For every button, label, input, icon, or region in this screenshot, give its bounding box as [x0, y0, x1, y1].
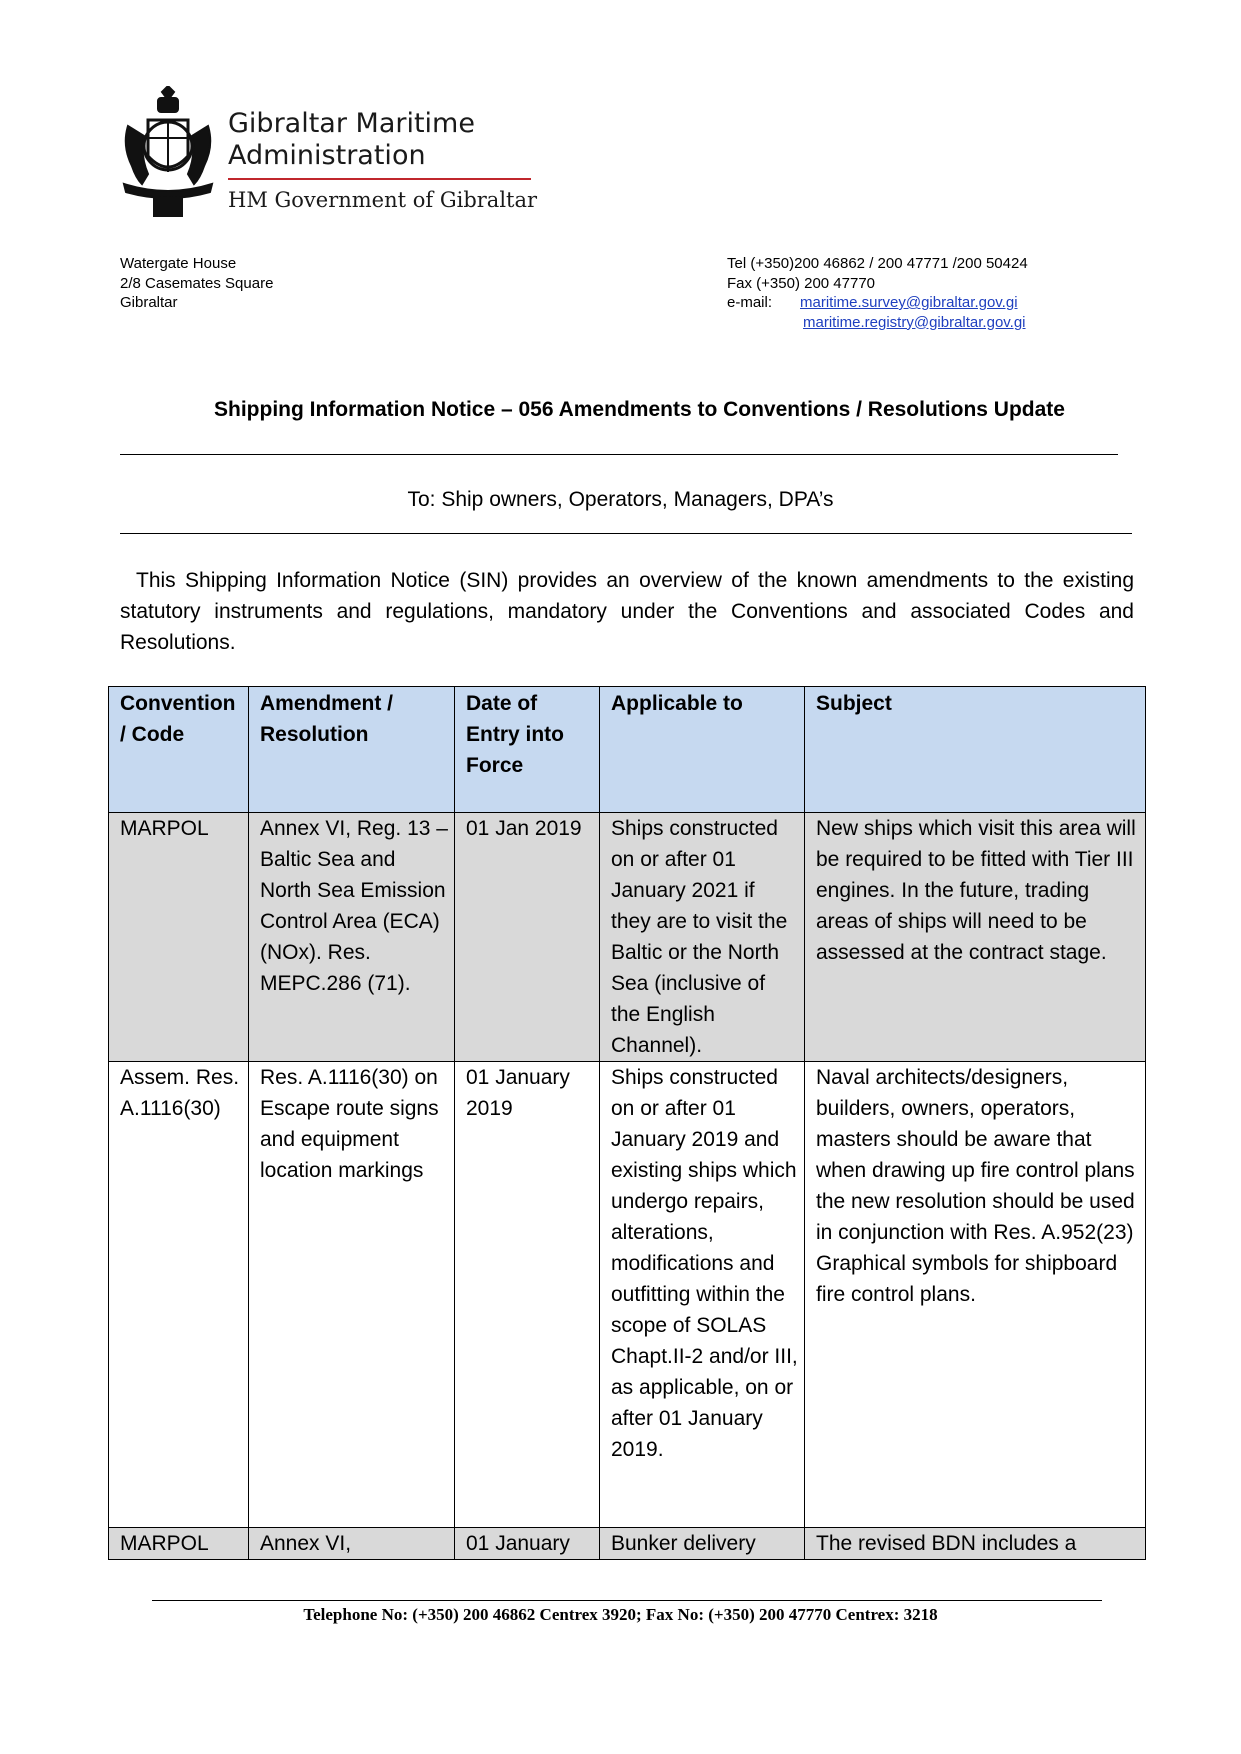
gma-logo [118, 86, 538, 220]
header-date: Date of Entry into Force [455, 687, 600, 813]
cell-date: 01 January 2019 [455, 1062, 600, 1528]
email-row-2 [727, 313, 1028, 333]
cell-date: 01 Jan 2019 [455, 813, 600, 1062]
header-applicable: Applicable to [600, 687, 805, 813]
footer-contact: Telephone No: (+350) 200 46862 Centrex 3920; Fax No: (+350) 200 47770 Centrex: 3218 [303, 1605, 938, 1624]
intro-paragraph: This Shipping Information Notice (SIN) provides an overview of the known amendments to the existing statutory instruments and regulations, mandatory under the Conventions and associated Codes and Resolutions. [120, 569, 1134, 654]
cell-amendment: Res. A.1116(30) on Escape route signs and equipment location markings [249, 1062, 455, 1528]
recipients-line: To: Ship owners, Operators, Managers, DPA’s [407, 488, 834, 511]
org-government-line: HM Government of Gibraltar [228, 188, 538, 212]
cell-date: 01 January [455, 1528, 600, 1560]
table-row [109, 813, 1146, 1062]
cell-subject: The revised BDN includes a [805, 1528, 1146, 1560]
table-row [109, 1528, 1146, 1560]
coat-of-arms-icon [118, 86, 218, 218]
email-link-survey[interactable]: maritime.survey@gibraltar.gov.gi [800, 294, 1018, 311]
logo-divider [228, 178, 531, 180]
fax-line: Fax (+350) 200 47770 [727, 274, 876, 292]
cell-convention: Assem. Res. A.1116(30) [109, 1062, 249, 1528]
notice-title: Shipping Information Notice – 056 Amendments to Conventions / Resolutions Update [214, 398, 1065, 421]
cell-applicable: Bunker delivery [600, 1528, 805, 1560]
email-row [727, 293, 1028, 313]
table-header-row [109, 687, 1146, 813]
email-link-registry[interactable]: maritime.registry@gibraltar.gov.gi [803, 313, 1026, 331]
address-line1: Watergate House [120, 255, 237, 272]
amendments-table [108, 686, 1146, 1560]
cell-convention: MARPOL [109, 813, 249, 1062]
cell-amendment: Annex VI, Reg. 13 – Baltic Sea and North Sea Emission Control Area (ECA) (NOx). Res. MEPC.286 (71). [249, 813, 455, 1062]
email-label: e-mail: [727, 294, 773, 311]
cell-subject: Naval architects/designers, builders, owners, operators, masters should be aware that when drawing up fire control plans the new resolution should be used in conjunction with Res. A.952(23) Graphical symbols for shipboard fire control plans. [805, 1062, 1146, 1528]
title-divider [120, 454, 1118, 455]
header-convention: Convention / Code [109, 687, 249, 813]
postal-address [120, 254, 273, 313]
org-name-line1: Gibraltar Maritime [228, 108, 475, 139]
footer-divider [152, 1600, 1102, 1601]
cell-applicable: Ships constructed on or after 01 January 2019 and existing ships which undergo repairs, alterations, modifications and outfitting within the scope of SOLAS Chapt.II-2 and/or III, as applicable, on or after 01 January 2019. [600, 1062, 805, 1528]
recipients-divider [120, 533, 1132, 534]
cell-convention: MARPOL [109, 1528, 249, 1560]
contact-details [727, 254, 1028, 332]
telephone-line: Tel (+350)200 46862 / 200 47771 /200 50424 [727, 255, 1028, 272]
org-name-line2: Administration [228, 140, 426, 171]
cell-amendment: Annex VI, [249, 1528, 455, 1560]
cell-subject: New ships which visit this area will be required to be fitted with Tier III engines. In the future, trading areas of ships will need to be assessed at the contract stage. [805, 813, 1146, 1062]
table-row [109, 1062, 1146, 1528]
cell-applicable: Ships constructed on or after 01 January 2021 if they are to visit the Baltic or the North Sea (inclusive of the English Channel). [600, 813, 805, 1062]
header-amendment: Amendment / Resolution [249, 687, 455, 813]
header-subject: Subject [805, 687, 1146, 813]
address-line2: 2/8 Casemates Square [120, 274, 274, 292]
address-line3: Gibraltar [120, 294, 178, 311]
